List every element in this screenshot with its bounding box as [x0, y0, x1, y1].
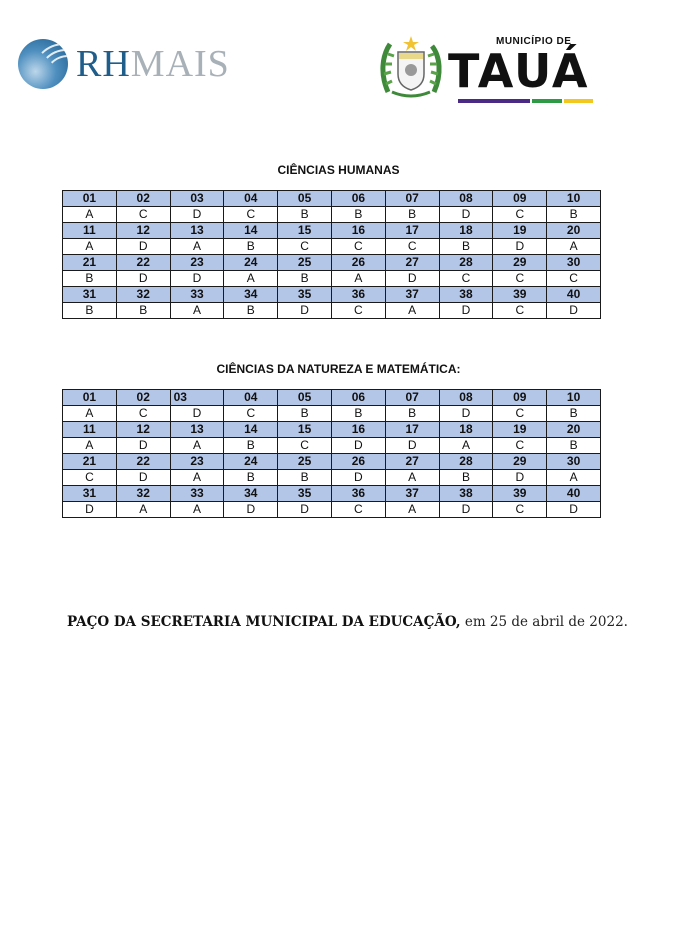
taua-bar-yellow — [564, 99, 593, 103]
taua-bar-green — [532, 99, 562, 103]
question-number-cell: 15 — [278, 223, 332, 239]
answer-cell: B — [278, 271, 332, 287]
answer-cell: C — [493, 438, 547, 454]
answer-key-table-ciencias-humanas — [62, 190, 601, 319]
question-number-cell: 04 — [224, 390, 278, 406]
question-number-cell: 03 — [170, 390, 224, 406]
taua-subtitle: MUNICÍPIO DE — [496, 36, 572, 47]
answer-cell: D — [331, 438, 385, 454]
answer-cell: A — [385, 502, 439, 518]
answer-cell: D — [278, 502, 332, 518]
question-number-cell: 29 — [493, 255, 547, 271]
answer-cell: C — [385, 239, 439, 255]
question-number-cell: 13 — [170, 422, 224, 438]
answer-row — [63, 271, 601, 287]
question-number-cell: 34 — [224, 486, 278, 502]
answer-cell: A — [224, 271, 278, 287]
question-number-cell: 19 — [493, 223, 547, 239]
answer-cell: D — [278, 303, 332, 319]
question-number-cell: 37 — [385, 486, 439, 502]
question-number-cell: 34 — [224, 287, 278, 303]
question-number-cell: 35 — [278, 486, 332, 502]
answer-cell: D — [224, 502, 278, 518]
question-number-cell: 05 — [278, 390, 332, 406]
section-title-ciencias-humanas: CIÊNCIAS HUMANAS — [277, 163, 400, 177]
answer-cell: B — [331, 207, 385, 223]
rhmais-mais: MAIS — [130, 43, 230, 85]
question-number-cell: 11 — [63, 422, 117, 438]
question-number-cell: 36 — [331, 486, 385, 502]
question-number-cell: 18 — [439, 422, 493, 438]
answer-cell: B — [278, 470, 332, 486]
answer-cell: B — [385, 207, 439, 223]
answer-cell: C — [331, 502, 385, 518]
answer-key-table-ciencias-natureza-matematica — [62, 389, 601, 518]
answer-cell: A — [170, 470, 224, 486]
question-number-cell: 03 — [170, 191, 224, 207]
question-number-row — [63, 255, 601, 271]
answer-cell: A — [170, 438, 224, 454]
question-number-cell: 21 — [63, 454, 117, 470]
answer-cell: C — [493, 271, 547, 287]
question-number-cell: 38 — [439, 287, 493, 303]
answer-cell: D — [547, 502, 601, 518]
rhmais-sphere-icon — [18, 39, 68, 89]
question-number-cell: 16 — [331, 422, 385, 438]
answer-cell: D — [116, 470, 170, 486]
question-number-cell: 39 — [493, 287, 547, 303]
question-number-cell: 07 — [385, 390, 439, 406]
municipal-crest-icon — [378, 34, 444, 100]
question-number-cell: 02 — [116, 191, 170, 207]
question-number-cell: 28 — [439, 255, 493, 271]
answer-cell: B — [331, 406, 385, 422]
question-number-cell: 14 — [224, 223, 278, 239]
answer-cell: C — [224, 406, 278, 422]
question-number-cell: 02 — [116, 390, 170, 406]
answer-cell: D — [63, 502, 117, 518]
question-number-cell: 25 — [278, 255, 332, 271]
taua-title: TAUÁ — [448, 44, 590, 98]
question-number-cell: 17 — [385, 223, 439, 239]
answer-cell: D — [170, 406, 224, 422]
taua-logo — [378, 30, 593, 102]
answer-cell: C — [439, 271, 493, 287]
question-number-row — [63, 390, 601, 406]
question-number-cell: 26 — [331, 454, 385, 470]
question-number-cell: 40 — [547, 287, 601, 303]
question-number-cell: 28 — [439, 454, 493, 470]
question-number-cell: 29 — [493, 454, 547, 470]
rhmais-rh: RH — [76, 43, 131, 85]
rhmais-logo — [18, 36, 248, 92]
answer-row — [63, 470, 601, 486]
answer-cell: A — [63, 406, 117, 422]
answer-cell: B — [547, 438, 601, 454]
question-number-cell: 13 — [170, 223, 224, 239]
answer-cell: C — [63, 470, 117, 486]
answer-cell: A — [331, 271, 385, 287]
answer-row — [63, 239, 601, 255]
answer-cell: C — [331, 303, 385, 319]
answer-cell: B — [63, 303, 117, 319]
question-number-cell: 32 — [116, 287, 170, 303]
answer-row — [63, 502, 601, 518]
answer-cell: D — [547, 303, 601, 319]
answer-cell: D — [170, 271, 224, 287]
answer-cell: C — [278, 239, 332, 255]
answer-cell: D — [493, 470, 547, 486]
question-number-cell: 31 — [63, 287, 117, 303]
answer-cell: B — [63, 271, 117, 287]
question-number-cell: 12 — [116, 223, 170, 239]
question-number-cell: 36 — [331, 287, 385, 303]
answer-cell: C — [493, 207, 547, 223]
question-number-cell: 08 — [439, 191, 493, 207]
question-number-cell: 33 — [170, 287, 224, 303]
question-number-cell: 01 — [63, 191, 117, 207]
question-number-cell: 30 — [547, 255, 601, 271]
question-number-row — [63, 454, 601, 470]
rhmais-wordmark — [76, 45, 230, 83]
answer-cell: B — [278, 207, 332, 223]
footer-bold-text: PAÇO DA SECRETARIA MUNICIPAL DA EDUCAÇÃO, — [67, 614, 461, 630]
question-number-cell: 06 — [331, 390, 385, 406]
answer-cell: B — [439, 239, 493, 255]
question-number-cell: 37 — [385, 287, 439, 303]
question-number-cell: 18 — [439, 223, 493, 239]
question-number-cell: 08 — [439, 390, 493, 406]
answer-cell: D — [439, 406, 493, 422]
answer-cell: A — [170, 239, 224, 255]
answer-cell: A — [63, 438, 117, 454]
question-number-cell: 16 — [331, 223, 385, 239]
question-number-cell: 24 — [224, 454, 278, 470]
answer-cell: B — [278, 406, 332, 422]
answer-cell: A — [63, 207, 117, 223]
section-title-ciencias-natureza-matematica: CIÊNCIAS DA NATUREZA E MATEMÁTICA: — [216, 362, 461, 376]
question-number-cell: 27 — [385, 255, 439, 271]
question-number-cell: 09 — [493, 191, 547, 207]
answer-cell: B — [547, 207, 601, 223]
answer-cell: C — [547, 271, 601, 287]
answer-cell: C — [278, 438, 332, 454]
answer-cell: D — [116, 271, 170, 287]
answer-cell: A — [170, 502, 224, 518]
answer-cell: A — [116, 502, 170, 518]
question-number-row — [63, 223, 601, 239]
question-number-cell: 20 — [547, 422, 601, 438]
answer-cell: D — [116, 239, 170, 255]
question-number-cell: 31 — [63, 486, 117, 502]
answer-cell: D — [439, 502, 493, 518]
question-number-cell: 33 — [170, 486, 224, 502]
answer-cell: B — [224, 303, 278, 319]
question-number-cell: 21 — [63, 255, 117, 271]
answer-row — [63, 438, 601, 454]
question-number-cell: 06 — [331, 191, 385, 207]
question-number-cell: 15 — [278, 422, 332, 438]
question-number-cell: 23 — [170, 255, 224, 271]
question-number-cell: 01 — [63, 390, 117, 406]
answer-cell: A — [63, 239, 117, 255]
answer-cell: B — [224, 239, 278, 255]
answer-cell: D — [439, 303, 493, 319]
answer-cell: D — [116, 438, 170, 454]
answer-cell: D — [493, 239, 547, 255]
answer-cell: C — [493, 406, 547, 422]
taua-color-bars — [458, 99, 593, 103]
question-number-cell: 26 — [331, 255, 385, 271]
question-number-cell: 35 — [278, 287, 332, 303]
question-number-cell: 07 — [385, 191, 439, 207]
answer-cell: C — [493, 502, 547, 518]
question-number-cell: 23 — [170, 454, 224, 470]
answer-cell: B — [385, 406, 439, 422]
answer-cell: B — [439, 470, 493, 486]
answer-cell: B — [224, 438, 278, 454]
question-number-cell: 39 — [493, 486, 547, 502]
question-number-cell: 30 — [547, 454, 601, 470]
question-number-cell: 27 — [385, 454, 439, 470]
answer-row — [63, 406, 601, 422]
question-number-cell: 25 — [278, 454, 332, 470]
answer-cell: A — [385, 470, 439, 486]
question-number-cell: 24 — [224, 255, 278, 271]
question-number-cell: 20 — [547, 223, 601, 239]
answer-cell: C — [224, 207, 278, 223]
question-number-row — [63, 422, 601, 438]
answer-cell: A — [439, 438, 493, 454]
answer-cell: C — [331, 239, 385, 255]
question-number-cell: 19 — [493, 422, 547, 438]
question-number-cell: 10 — [547, 191, 601, 207]
answer-row — [63, 207, 601, 223]
question-number-cell: 40 — [547, 486, 601, 502]
question-number-cell: 10 — [547, 390, 601, 406]
answer-cell: B — [224, 470, 278, 486]
answer-cell: D — [170, 207, 224, 223]
answer-row — [63, 303, 601, 319]
question-number-row — [63, 191, 601, 207]
answer-cell: C — [493, 303, 547, 319]
answer-cell: D — [439, 207, 493, 223]
answer-cell: A — [385, 303, 439, 319]
answer-cell: D — [331, 470, 385, 486]
question-number-cell: 32 — [116, 486, 170, 502]
taua-bar-purple — [458, 99, 530, 103]
question-number-cell: 22 — [116, 454, 170, 470]
question-number-cell: 05 — [278, 191, 332, 207]
answer-cell: D — [385, 271, 439, 287]
answer-cell: A — [547, 239, 601, 255]
answer-cell: A — [547, 470, 601, 486]
question-number-row — [63, 486, 601, 502]
answer-cell: D — [385, 438, 439, 454]
question-number-cell: 09 — [493, 390, 547, 406]
question-number-cell: 12 — [116, 422, 170, 438]
answer-cell: A — [170, 303, 224, 319]
question-number-cell: 04 — [224, 191, 278, 207]
footer-date-text: em 25 de abril de 2022. — [460, 614, 628, 630]
question-number-cell: 38 — [439, 486, 493, 502]
answer-cell: C — [116, 406, 170, 422]
answer-cell: B — [547, 406, 601, 422]
question-number-cell: 22 — [116, 255, 170, 271]
answer-cell: B — [116, 303, 170, 319]
answer-cell: C — [116, 207, 170, 223]
question-number-cell: 17 — [385, 422, 439, 438]
question-number-cell: 11 — [63, 223, 117, 239]
footer-signature-line — [67, 614, 628, 630]
question-number-row — [63, 287, 601, 303]
question-number-cell: 14 — [224, 422, 278, 438]
